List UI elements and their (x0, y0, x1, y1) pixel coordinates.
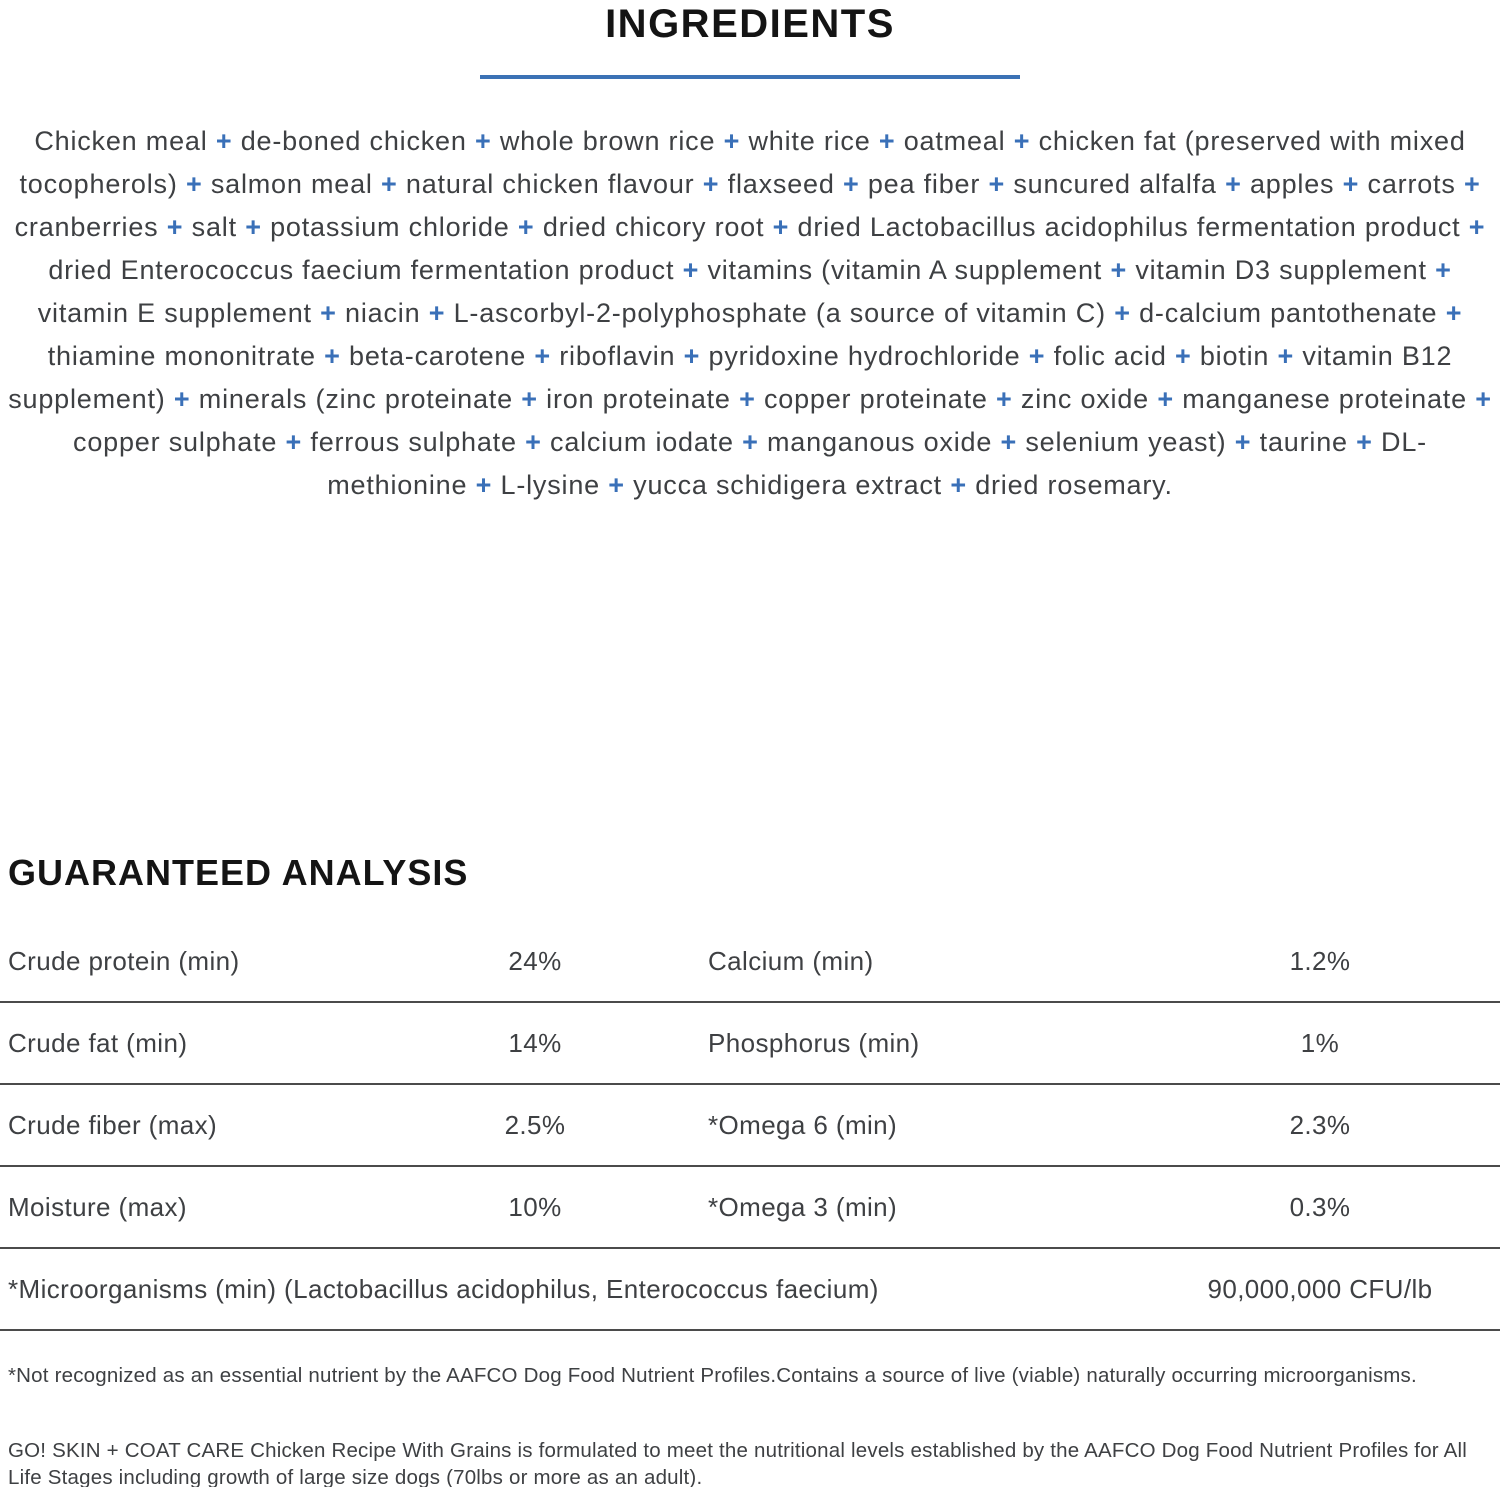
ingredients-paragraph: Chicken meal + de-boned chicken + whole brown rice + white rice + oatmeal + chicken fat (preserved with mixed tocopherols) + salmon meal + natural chicken flavour + flaxseed + pea fiber + suncured alfalfa + apples + carrots + cranberries + salt + potassium chloride + dried chicory root + dried Lactobacillus acidophilus fermentation product + dried Enterococcus faecium fermentation product + vitamins (vitamin A supplement + vitamin D3 supplement + vitamin E supplement + niacin + L-ascorbyl-2-polyphosphate (a source of vitamin C) + d-calcium pantothenate + thiamine mononitrate + beta-carotene + riboflavin + pyridoxine hydrochloride + folic acid + biotin + vitamin B12 supplement) + minerals (zinc proteinate + iron proteinate + copper proteinate + zinc oxide + manganese proteinate + copper sulphate + ferrous sulphate + calcium iodate + manganous oxide + selenium yeast) + taurine + DL-methionine + L-lysine + yucca schidigera extract + dried rosemary. (8, 126, 1492, 500)
plus-separator-icon: + (1445, 298, 1463, 328)
analysis-value: 0.3% (1289, 1191, 1351, 1222)
ingredients-title: INGREDIENTS (605, 2, 895, 46)
plus-separator-icon: + (381, 169, 398, 199)
plus-separator-icon: + (1356, 427, 1373, 457)
analysis-value: 2.3% (1289, 1109, 1351, 1140)
plus-separator-icon: + (1342, 169, 1360, 199)
analysis-row (0, 1085, 1500, 1167)
plus-separator-icon: + (988, 169, 1006, 199)
plus-separator-icon: + (428, 298, 446, 328)
analysis-value: 1% (1300, 1027, 1340, 1058)
plus-separator-icon: + (517, 212, 535, 242)
plus-separator-icon: + (842, 169, 860, 199)
plus-separator-icon: + (173, 384, 191, 414)
plus-separator-icon: + (950, 470, 967, 500)
plus-separator-icon: + (475, 470, 493, 500)
analysis-value: 1.2% (1289, 945, 1351, 976)
analysis-label: Crude fiber (max) (8, 1109, 218, 1140)
plus-separator-icon: + (324, 341, 341, 371)
ingredients-section (0, 0, 1500, 507)
analysis-label: Crude protein (min) (8, 945, 240, 976)
analysis-row (0, 1003, 1500, 1085)
analysis-value: 2.5% (504, 1109, 566, 1140)
plus-separator-icon: + (683, 341, 701, 371)
plus-separator-icon: + (1225, 169, 1242, 199)
plus-separator-icon: + (320, 298, 337, 328)
plus-separator-icon: + (1463, 169, 1481, 199)
plus-separator-icon: + (525, 427, 542, 457)
analysis-value: 24% (508, 945, 562, 976)
plus-separator-icon: + (723, 126, 741, 156)
plus-separator-icon: + (608, 470, 625, 500)
title-underline-rule (480, 75, 1020, 79)
guaranteed-analysis-title: GUARANTEED ANALYSIS (8, 852, 469, 893)
footnotes-section (8, 1363, 1492, 1487)
plus-separator-icon: + (1028, 341, 1046, 371)
analysis-label: *Omega 6 (min) (708, 1109, 898, 1140)
plus-separator-icon: + (1013, 126, 1031, 156)
plus-separator-icon: + (1435, 255, 1452, 285)
plus-separator-icon: + (1157, 384, 1174, 414)
guaranteed-analysis-table (0, 921, 1500, 1331)
plus-separator-icon: + (534, 341, 551, 371)
plus-separator-icon: + (742, 427, 759, 457)
plus-separator-icon: + (1174, 341, 1192, 371)
plus-separator-icon: + (285, 427, 303, 457)
plus-separator-icon: + (1234, 427, 1252, 457)
plus-separator-icon: + (682, 255, 700, 285)
plus-separator-icon: + (166, 212, 184, 242)
plus-separator-icon: + (521, 384, 538, 414)
plus-separator-icon: + (474, 126, 492, 156)
plus-separator-icon: + (772, 212, 790, 242)
analysis-label: Calcium (min) (708, 945, 874, 976)
analysis-value: 10% (508, 1191, 562, 1222)
plus-separator-icon: + (215, 126, 233, 156)
analysis-row (0, 1167, 1500, 1249)
analysis-value: 90,000,000 CFU/lb (1207, 1273, 1433, 1304)
plus-separator-icon: + (702, 169, 720, 199)
footnote-aafco-nutrient: *Not recognized as an essential nutrient by the AAFCO Dog Food Nutrient Profiles.Contains a source of live (viable) naturally occurring microorganisms. (8, 1364, 1417, 1387)
plus-separator-icon: + (185, 169, 203, 199)
analysis-row-microorganisms (0, 1249, 1500, 1331)
analysis-row (0, 921, 1500, 1003)
plus-separator-icon: + (1000, 427, 1018, 457)
plus-separator-icon: + (878, 126, 896, 156)
plus-separator-icon: + (1468, 212, 1486, 242)
analysis-label: Moisture (max) (8, 1191, 187, 1222)
analysis-label: Crude fat (min) (8, 1027, 188, 1058)
footnote-formulation-statement: GO! SKIN + COAT CARE Chicken Recipe With Grains is formulated to meet the nutritional levels established by the AAFCO Dog Food Nutrient Profiles for All Life Stages including growth of large size dogs (70lbs or more as an adult). (8, 1439, 1467, 1487)
plus-separator-icon: + (739, 384, 756, 414)
plus-separator-icon: + (245, 212, 262, 242)
plus-separator-icon: + (1475, 384, 1492, 414)
plus-separator-icon: + (1110, 255, 1128, 285)
plus-separator-icon: + (996, 384, 1013, 414)
analysis-value: 14% (508, 1027, 562, 1058)
plus-separator-icon: + (1114, 298, 1131, 328)
guaranteed-analysis-section (0, 853, 1500, 1331)
analysis-label: *Omega 3 (min) (708, 1191, 898, 1222)
analysis-label: *Microorganisms (min) (Lactobacillus acidophilus, Enterococcus faecium) (8, 1273, 879, 1304)
analysis-label: Phosphorus (min) (708, 1027, 920, 1058)
plus-separator-icon: + (1277, 341, 1295, 371)
